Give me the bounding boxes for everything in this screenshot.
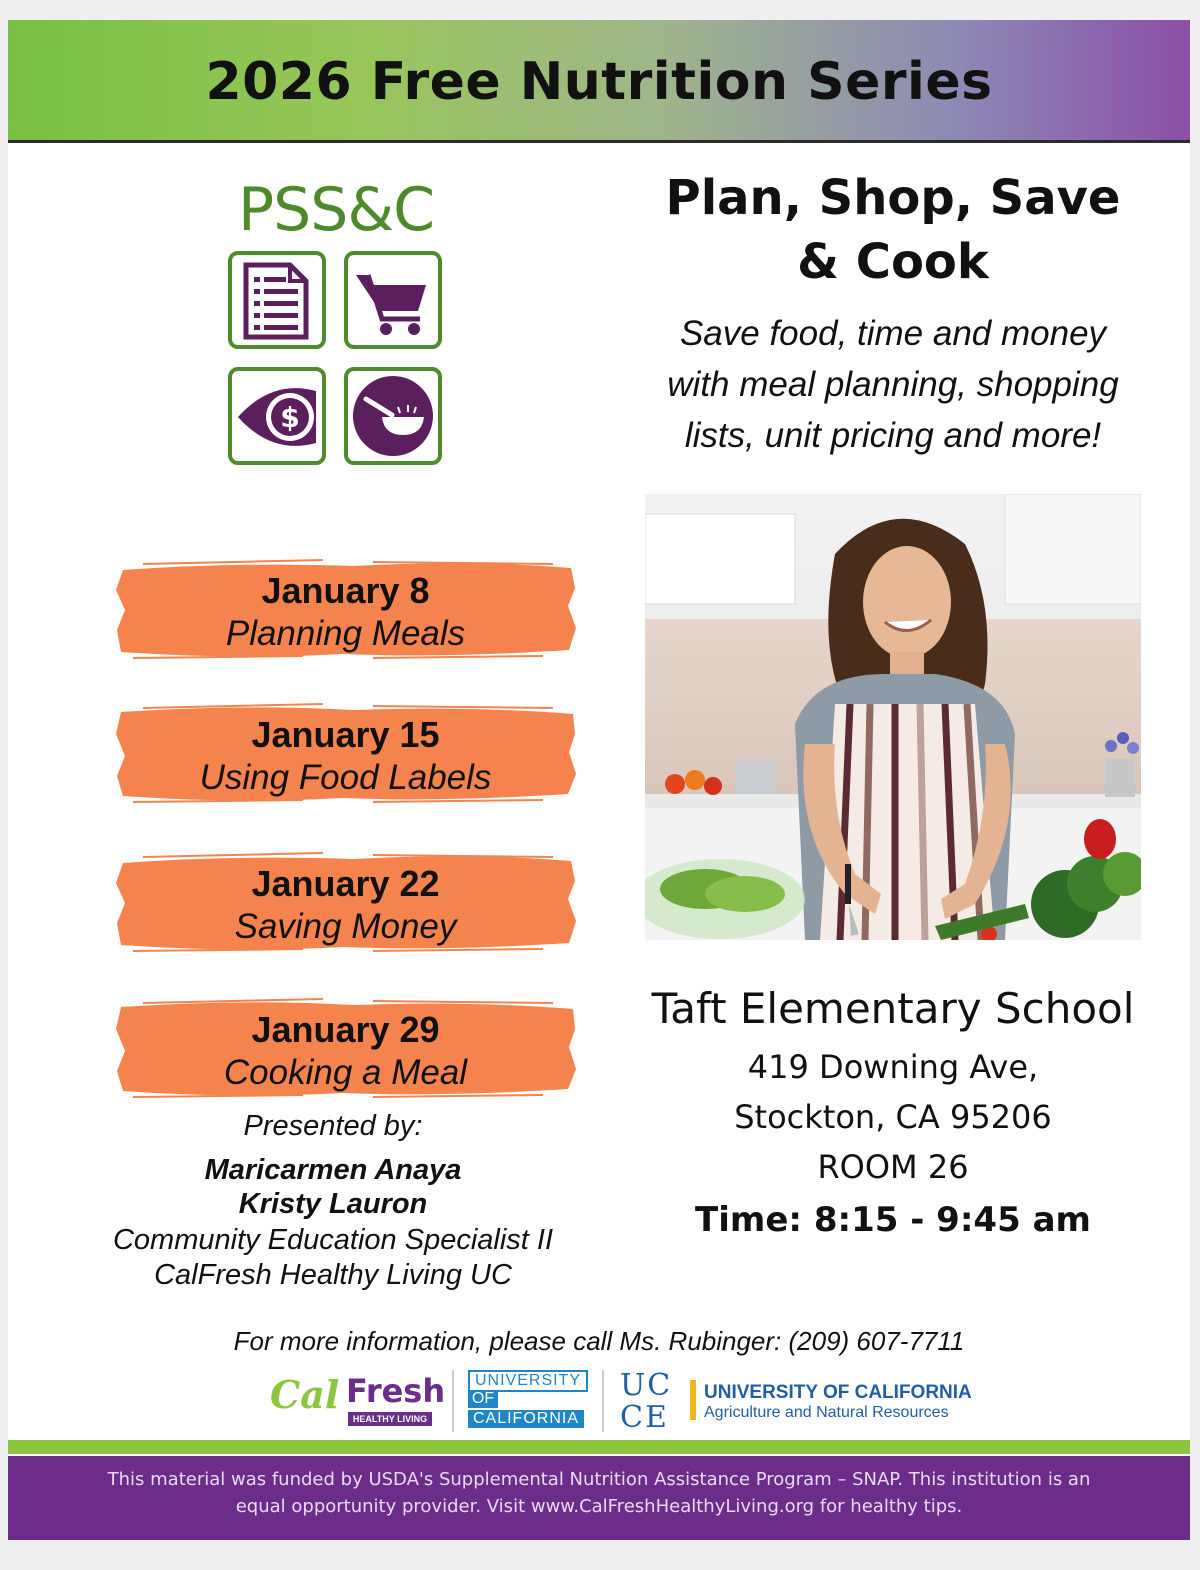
header-banner — [8, 20, 1190, 143]
session-date: January 8 — [261, 570, 430, 611]
anr-accent-bar — [690, 1380, 696, 1420]
shop-tile — [344, 251, 442, 349]
session-card-3 — [113, 851, 578, 955]
pssc-logo-text: PSS&C — [237, 175, 435, 245]
street-address: 419 Downing Ave, — [747, 1048, 1039, 1086]
presenter-org: CalFresh Healthy Living UC — [154, 1259, 512, 1291]
session-topic: Using Food Labels — [199, 758, 492, 797]
session-topic: Planning Meals — [225, 614, 466, 653]
calfresh-logo: Cal Fresh HEALTHY LIVING — [270, 1372, 446, 1424]
presented-by-label: Presented by: — [243, 1110, 423, 1142]
session-date: January 22 — [251, 863, 440, 904]
program-desc-line3: lists, unit pricing and more! — [684, 416, 1102, 455]
presenter-name-1: Maricarmen Anaya — [204, 1154, 462, 1186]
presenter-role: Community Education Specialist II — [112, 1224, 554, 1256]
program-title-line2: & Cook — [797, 234, 989, 290]
ucanr-logo: UNIVERSITY OF CALIFORNIA Agriculture and Natural Resources — [704, 1382, 972, 1421]
ucce-logo: UC CE — [620, 1368, 673, 1435]
session-topic: Cooking a Meal — [223, 1053, 468, 1092]
session-date: January 15 — [251, 714, 440, 755]
presenter-name-2: Kristy Lauron — [238, 1188, 428, 1220]
logo-divider — [452, 1370, 454, 1432]
save-tile — [228, 367, 326, 465]
cooking-pan-icon — [348, 371, 438, 461]
session-card-2 — [113, 702, 578, 806]
cooking-photo — [645, 494, 1141, 940]
flyer-page — [8, 20, 1190, 1540]
school-name: Taft Elementary School — [651, 984, 1135, 1033]
logo-divider — [602, 1370, 604, 1432]
session-time: Time: 8:15 - 9:45 am — [695, 1200, 1091, 1240]
program-title-line1: Plan, Shop, Save — [665, 170, 1121, 226]
program-desc-line1: Save food, time and money — [679, 314, 1107, 353]
session-topic: Saving Money — [234, 907, 457, 946]
money-eye-icon — [232, 371, 322, 461]
session-card-4 — [113, 997, 578, 1101]
shopping-list-icon — [232, 255, 322, 345]
pssc-logo — [226, 175, 446, 485]
session-card-1 — [113, 558, 578, 662]
plan-tile — [228, 251, 326, 349]
cook-tile — [344, 367, 442, 465]
contact-info: For more information, please call Ms. Rubinger: (209) 607-7711 — [233, 1326, 965, 1356]
program-desc-line2: with meal planning, shopping — [667, 365, 1119, 404]
footer-accent-stripe — [8, 1440, 1190, 1454]
room-number: ROOM 26 — [817, 1148, 969, 1186]
program-description — [638, 308, 1148, 461]
session-date: January 29 — [251, 1009, 440, 1050]
svg-text:$: $ — [280, 401, 300, 434]
city-address: Stockton, CA 95206 — [734, 1098, 1052, 1136]
shopping-cart-icon — [348, 255, 438, 345]
uc-logo: UNIVERSITY OF CALIFORNIA — [468, 1368, 586, 1434]
series-title: 2026 Free Nutrition Series — [205, 52, 993, 112]
funding-footer — [8, 1456, 1190, 1540]
funding-disclaimer: This material was funded by USDA's Supplemental Nutrition Assistance Program – SNAP. This institution is an equal opportunity provider. Visit www.CalFreshHealthyLiving.org for healthy tips. — [107, 1469, 1091, 1517]
